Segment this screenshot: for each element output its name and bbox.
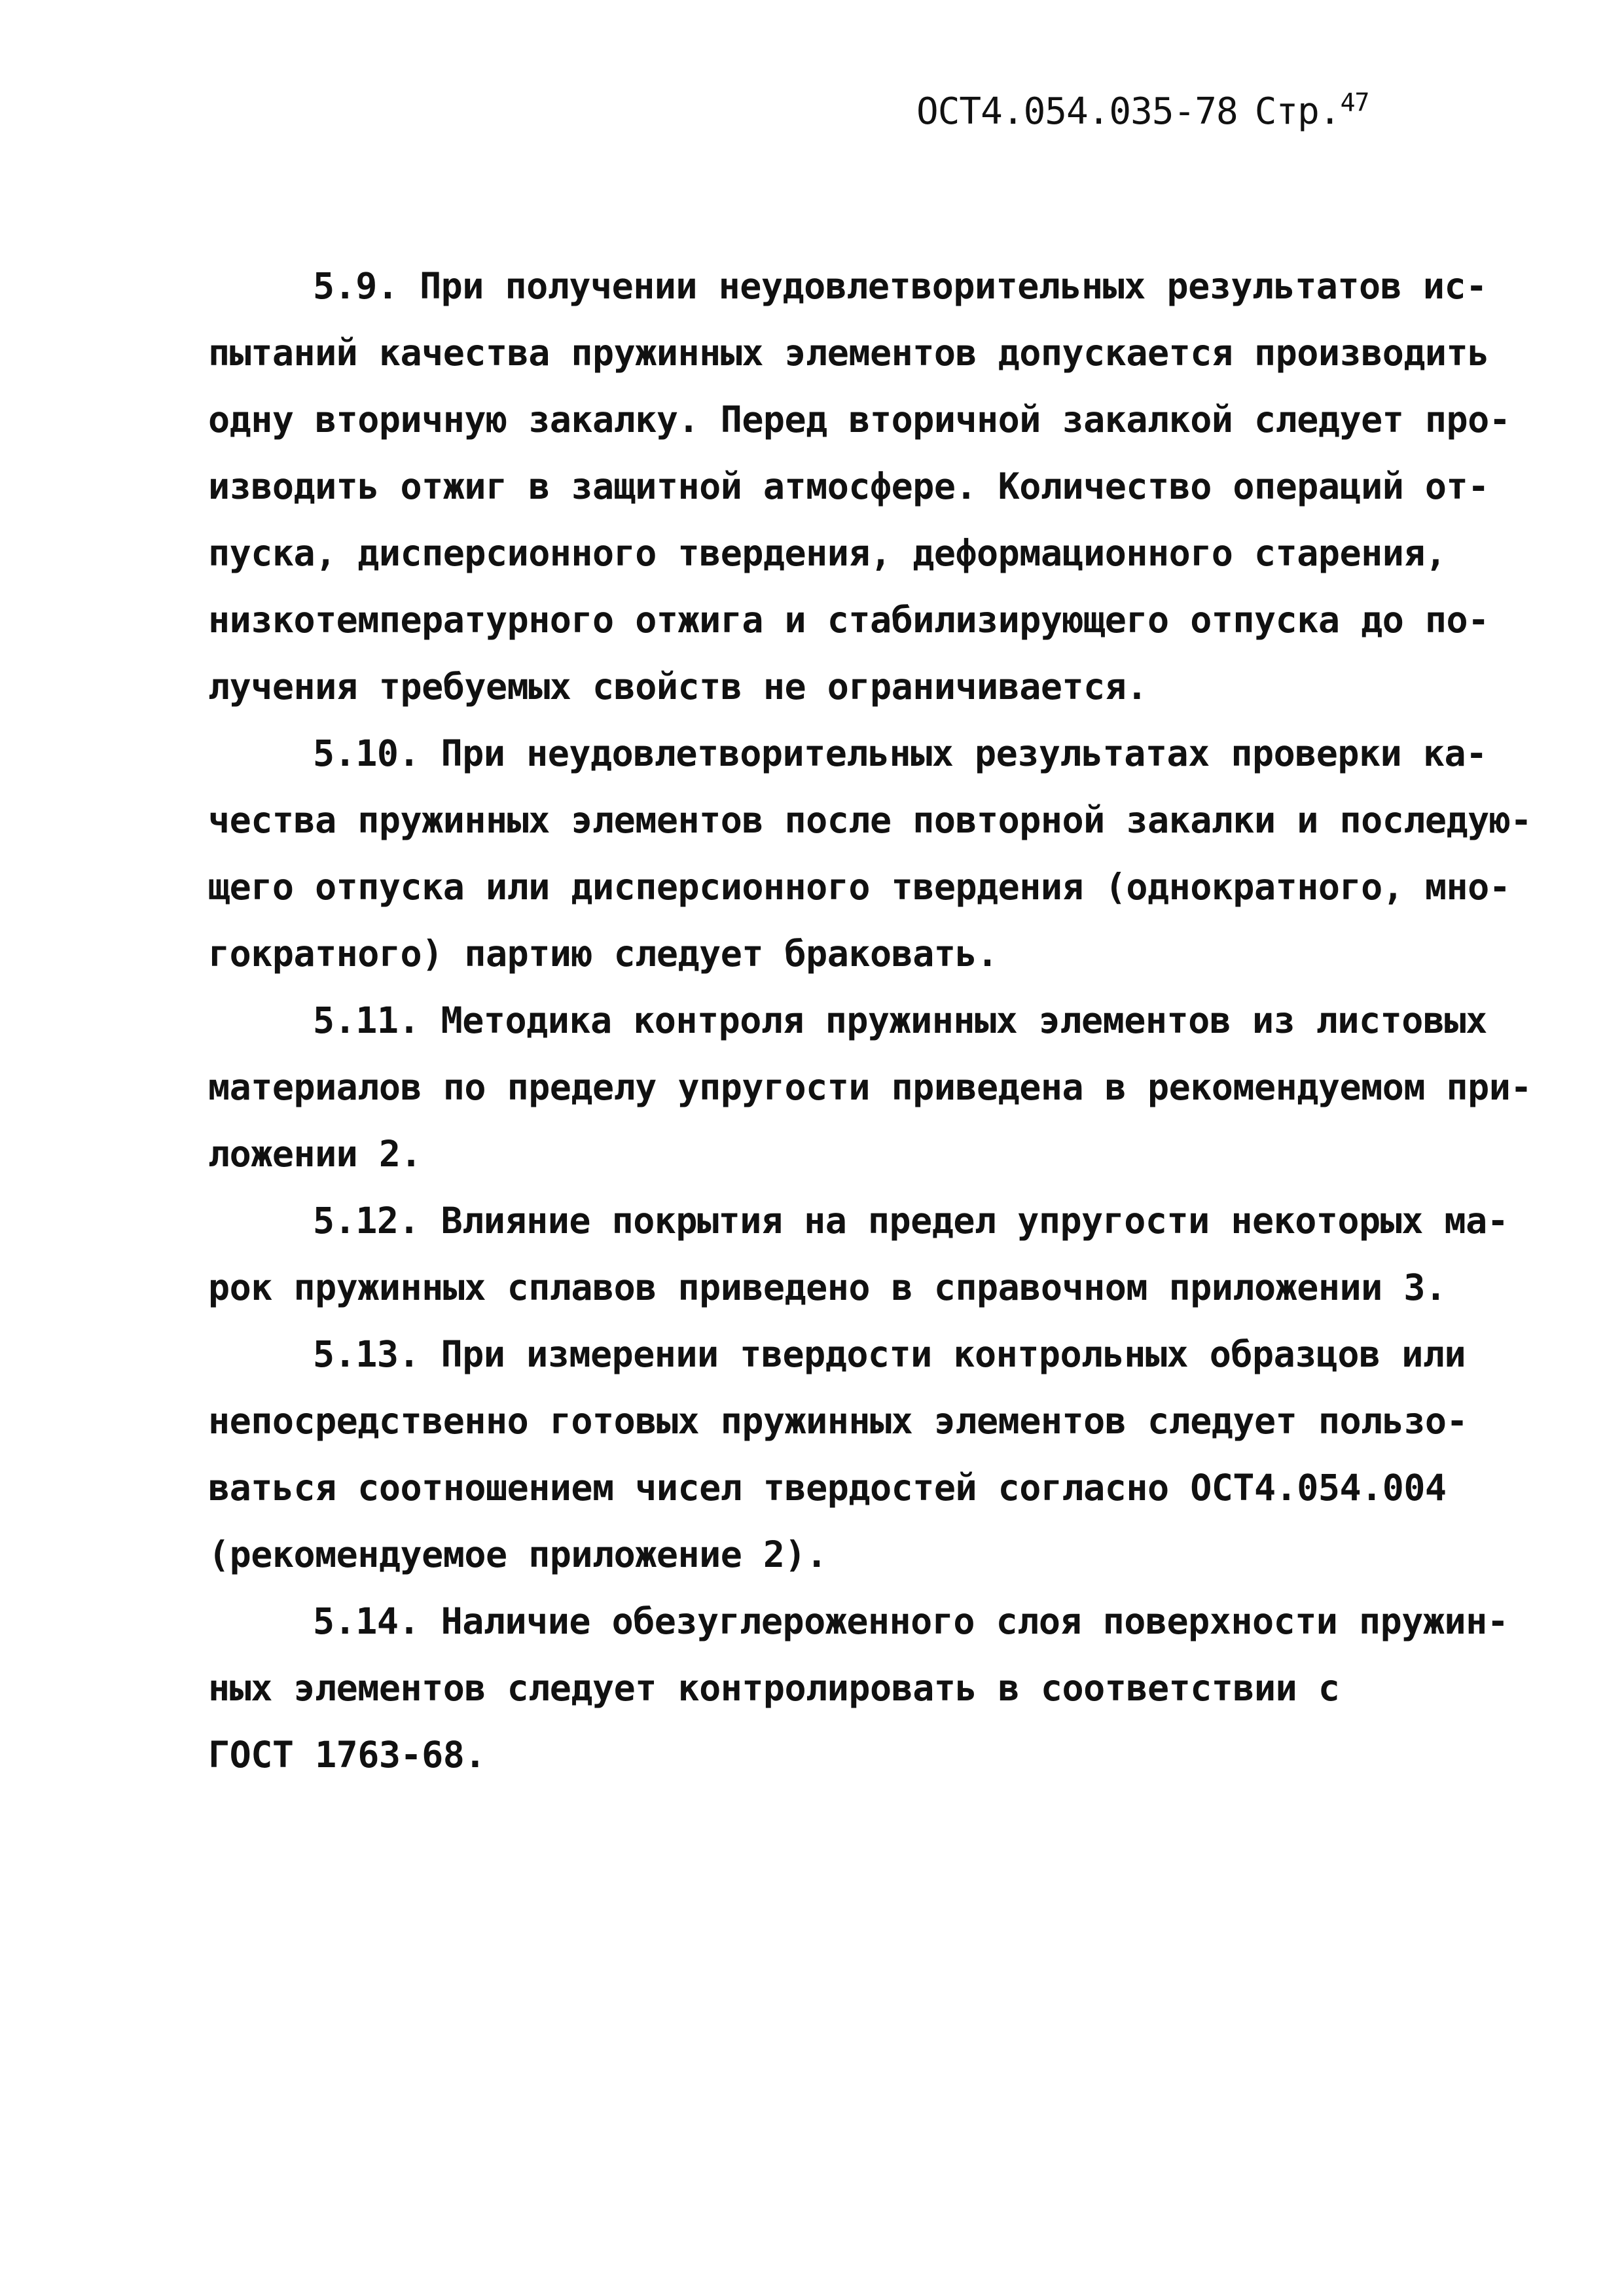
text-line: чества пружинных элементов после повторной закалки и последую- xyxy=(208,799,1532,841)
text-line: 5.14. Наличие обезуглероженного слоя поверхности пружин- xyxy=(313,1600,1509,1642)
text-line: 5.13. При измерении твердости контрольных образцов или xyxy=(313,1333,1466,1375)
text-line: гократного) партию следует браковать. xyxy=(208,933,998,975)
text-line: щего отпуска или дисперсионного твердения (однократного, мно- xyxy=(208,866,1511,908)
text-line: ваться соотношением чисел твердостей согласно ОСТ4.054.004 xyxy=(208,1467,1447,1509)
text-line: ГОСТ 1763-68. xyxy=(208,1734,486,1776)
text-line: 5.11. Методика контроля пружинных элементов из листовых xyxy=(313,999,1487,1041)
text-line: (рекомендуемое приложение 2). xyxy=(208,1534,827,1575)
text-line: изводить отжиг в защитной атмосфере. Количество операций от- xyxy=(208,465,1489,507)
text-line: одну вторичную закалку. Перед вторичной закалкой следует про- xyxy=(208,399,1511,440)
text-line: лучения требуемых свойств не ограничивается. xyxy=(208,666,1147,708)
document-code: ОСТ4.054.035-78 xyxy=(916,90,1238,133)
text-line: 5.10. При неудовлетворительных результатах проверки ка- xyxy=(313,732,1487,774)
text-line: материалов по пределу упругости приведена в рекомендуемом при- xyxy=(208,1066,1532,1108)
text-line: низкотемпературного отжига и стабилизирующего отпуска до по- xyxy=(208,599,1489,641)
text-line: ложении 2. xyxy=(208,1133,422,1175)
text-line: непосредственно готовых пружинных элементов следует пользо- xyxy=(208,1400,1468,1442)
text-line: 5.9. При получении неудовлетворительных результатов ис- xyxy=(313,265,1487,307)
page-header xyxy=(916,90,1369,133)
page-number: 47 xyxy=(1340,88,1369,117)
text-line: пуска, дисперсионного твердения, деформационного старения, xyxy=(208,532,1447,574)
text-line: ных элементов следует контролировать в соответствии с xyxy=(208,1667,1340,1709)
page-label: Стр. xyxy=(1254,90,1341,133)
text-line: рок пружинных сплавов приведено в справочном приложении 3. xyxy=(208,1266,1447,1308)
text-line: пытаний качества пружинных элементов допускается производить xyxy=(208,332,1489,374)
text-line: 5.12. Влияние покрытия на предел упругости некоторых ма- xyxy=(313,1200,1509,1242)
